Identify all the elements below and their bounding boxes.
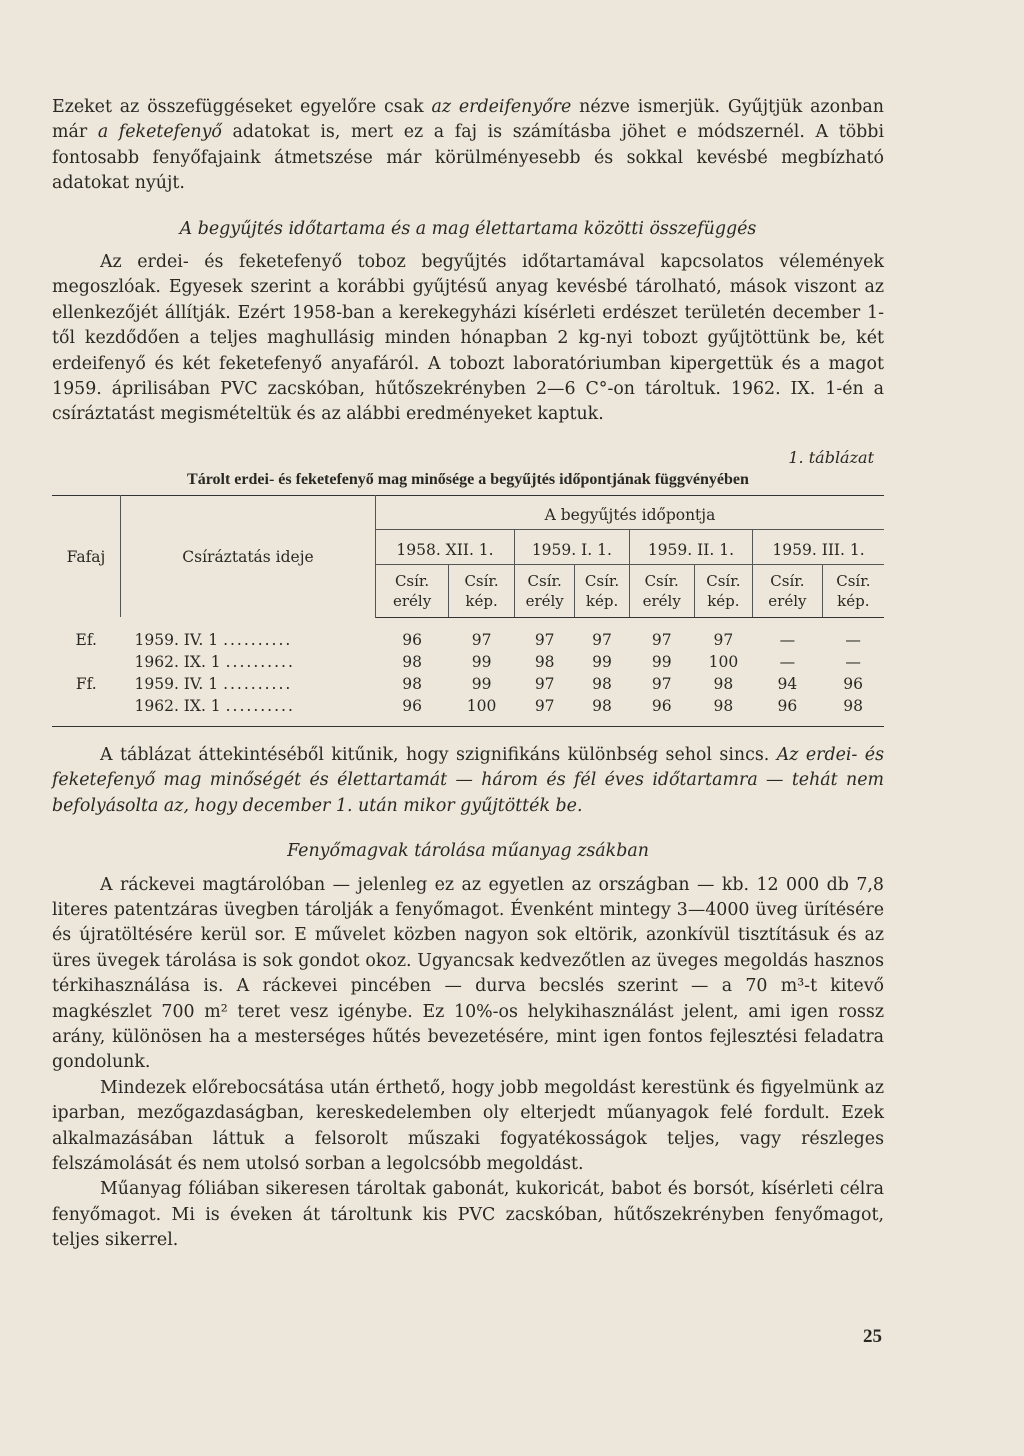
header-germination-energy: Csír. erély [753, 564, 823, 617]
value-cell: 97 [651, 630, 672, 649]
value-cell: 97 [471, 630, 492, 649]
value-cell: 98 [402, 652, 422, 671]
value-cell: 98 [694, 695, 752, 727]
page-number: 25 [863, 1326, 882, 1347]
value-cell: 98 [822, 695, 884, 727]
italic-text: a feketefenyő [97, 122, 222, 143]
value-cell: 98 [575, 695, 629, 727]
value-cell: 98 [592, 674, 612, 693]
species-cell [52, 695, 121, 727]
value-cell: 97 [592, 630, 612, 649]
value-cell: — [779, 652, 796, 671]
header-collection-group: A begyűjtés időpontja [376, 495, 885, 529]
test-date-cell: 1962. IX. 1 .......... [134, 652, 295, 671]
value-cell: 97 [651, 674, 672, 693]
page-content [52, 95, 884, 1254]
value-cell: 97 [515, 695, 575, 727]
italic-text: Az erdei- és feketefenyő mag minőségét és élettartamát — három és fél éves időtartamra — tehát nem befolyásolta az, hogy december 1. után mikor gyűjtötték be. [52, 744, 884, 816]
table-row [52, 695, 884, 727]
species-cell: Ff. [75, 674, 97, 693]
paragraph-foil: Műanyag fóliában sikeresen tároltak gabonát, kukoricát, babot és borsót, kísérleti célra fenyőmagot. Mi is éveken át tároltunk kis PVC zacskóban, hűtőszekrényben fenyőmagot, teljes sikerrel. [52, 1179, 884, 1251]
value-cell: 100 [449, 695, 515, 727]
header-germination-capacity: Csír. kép. [575, 564, 629, 617]
value-cell: 98 [713, 674, 734, 693]
table-label: 1. táblázat [788, 447, 874, 467]
test-date-cell: 1959. IV. 1 .......... [134, 674, 293, 693]
text: nézve ismerjük. Gyűjtjük azonban már [52, 97, 885, 143]
value-cell: 96 [402, 630, 422, 649]
value-cell: 97 [534, 674, 555, 693]
value-cell: — [845, 652, 861, 671]
test-date-cell: 1959. IV. 1 .......... [134, 630, 293, 649]
header-germination-capacity: Csír. kép. [449, 564, 515, 617]
header-test-date: Csíráztatás ideje [121, 495, 376, 617]
header-collection-date: 1959. II. 1. [629, 529, 752, 564]
table-title: Tárolt erdei- és feketefenyő mag minősége a begyűjtés időpontjának függvényében [187, 470, 749, 488]
section-heading: Fenyőmagvak tárolása műanyag zsákban [287, 841, 649, 862]
header-species: Fafaj [52, 495, 121, 617]
value-cell: 98 [402, 674, 422, 693]
section-heading: A begyűjtés időtartama és a mag élettartama közötti összefüggés [179, 218, 757, 239]
value-cell: 99 [471, 652, 492, 671]
value-cell: 100 [708, 652, 739, 671]
header-collection-date: 1959. I. 1. [515, 529, 630, 564]
species-cell: Ef. [75, 630, 97, 649]
header-germination-energy: Csír. erély [629, 564, 694, 617]
table-row [52, 673, 884, 695]
paragraph-collection: Az erdei- és feketefenyő toboz begyűjtés időtartamával kapcsolatos vélemények megoszlóak. Egyesek szerint a korábbi gyűjtésű anyag kevésbé tárolható, mások viszont az ellenkezőjét állítják. Ezért 1958-ban a kerekegyházi kísérleti erdészet területén december 1-től kezdődően a teljes maghullásig minden hónapban 2 kg-nyi tobozt gyűjtöttünk be, két erdeifenyő és két feketefenyő anyafáról. A tobozt laboratóriumban kipergettük és a magot 1959. áprilisában PVC zacskóban, hűtőszekrényben 2—6 C°-on tároltuk. 1962. IX. 1-én a csíráztatást megismételtük és az alábbi eredményeket kaptuk. [52, 252, 884, 425]
text: adatokat is, mert ez a faj is számításba jöhet e módszernél. A többi fontosabb fenyőfajaink átmetszése már körülményesebb és sokkal kevésbé megbízható adatokat nyújt. [52, 122, 884, 194]
header-collection-date: 1959. III. 1. [753, 529, 884, 564]
value-cell: 96 [376, 695, 449, 727]
results-table [52, 495, 884, 727]
header-germination-capacity: Csír. kép. [822, 564, 884, 617]
text: A táblázat áttekintéséből kitűnik, hogy szignifikáns különbség sehol sincs. [100, 744, 777, 765]
text: Ezeket az összefüggéseket egyelőre csak [52, 97, 432, 117]
value-cell: 99 [651, 652, 672, 671]
value-cell: 96 [843, 674, 863, 693]
paragraph-plastics: Mindezek előrebocsátása után érthető, hogy jobb megoldást kerestünk és figyelmünk az iparban, mezőgazdaságban, kereskedelemben oly elterjedt műanyagok felé fordult. Ezek alkalmazásában láttuk a felsorolt műszaki fogyatékosságok teljes, vagy részleges felszámolását és nem utolsó sorban a legolcsóbb megoldást. [52, 1077, 884, 1174]
header-germination-energy: Csír. erély [376, 564, 449, 617]
species-cell [52, 651, 121, 673]
value-cell: 97 [713, 630, 734, 649]
paragraph-rackeve: A ráckevei magtárolóban — jelenleg ez az egyetlen az országban — kb. 12 000 db 7,8 literes patentzáras üvegben tárolják a fenyőmagot. Évenként mintegy 3—4000 üveg ürítésére és újratöltésére kerül sor. E művelet közben nagyon sok eltörik, azonkívül tisztításuk és az üres üvegek tárolása is sok gondot okoz. Ugyancsak kedvezőtlen az üveges megoldás hasznos térkihasználása is. A ráckevei pincében — durva becslés szerint — a 70 m³-t kitevő magkészlet 700 m² teret vesz igénybe. Ez 10%-os helykihasználást jelent, ami igen rossz arány, különösen ha a mesterséges hűtés bevezetésére, mint igen fontos fejlesztési feladatra gondolunk. [52, 874, 884, 1073]
table-row [52, 651, 884, 673]
value-cell: — [845, 630, 861, 649]
header-germination-energy: Csír. erély [515, 564, 575, 617]
value-cell: 94 [777, 674, 798, 693]
italic-text: az erdeifenyőre [431, 97, 572, 117]
value-cell: 97 [534, 630, 555, 649]
value-cell: 98 [534, 652, 555, 671]
value-cell: 99 [592, 652, 612, 671]
value-cell: 96 [753, 695, 823, 727]
header-germination-capacity: Csír. kép. [694, 564, 752, 617]
test-date-cell: 1962. IX. 1 .......... [121, 695, 376, 727]
header-collection-date: 1958. XII. 1. [376, 529, 515, 564]
value-cell: 96 [629, 695, 694, 727]
paragraph-intro [52, 95, 884, 197]
value-cell: 99 [471, 674, 492, 693]
value-cell: — [779, 630, 796, 649]
table-row [52, 617, 884, 651]
paragraph-conclusion [52, 743, 884, 819]
